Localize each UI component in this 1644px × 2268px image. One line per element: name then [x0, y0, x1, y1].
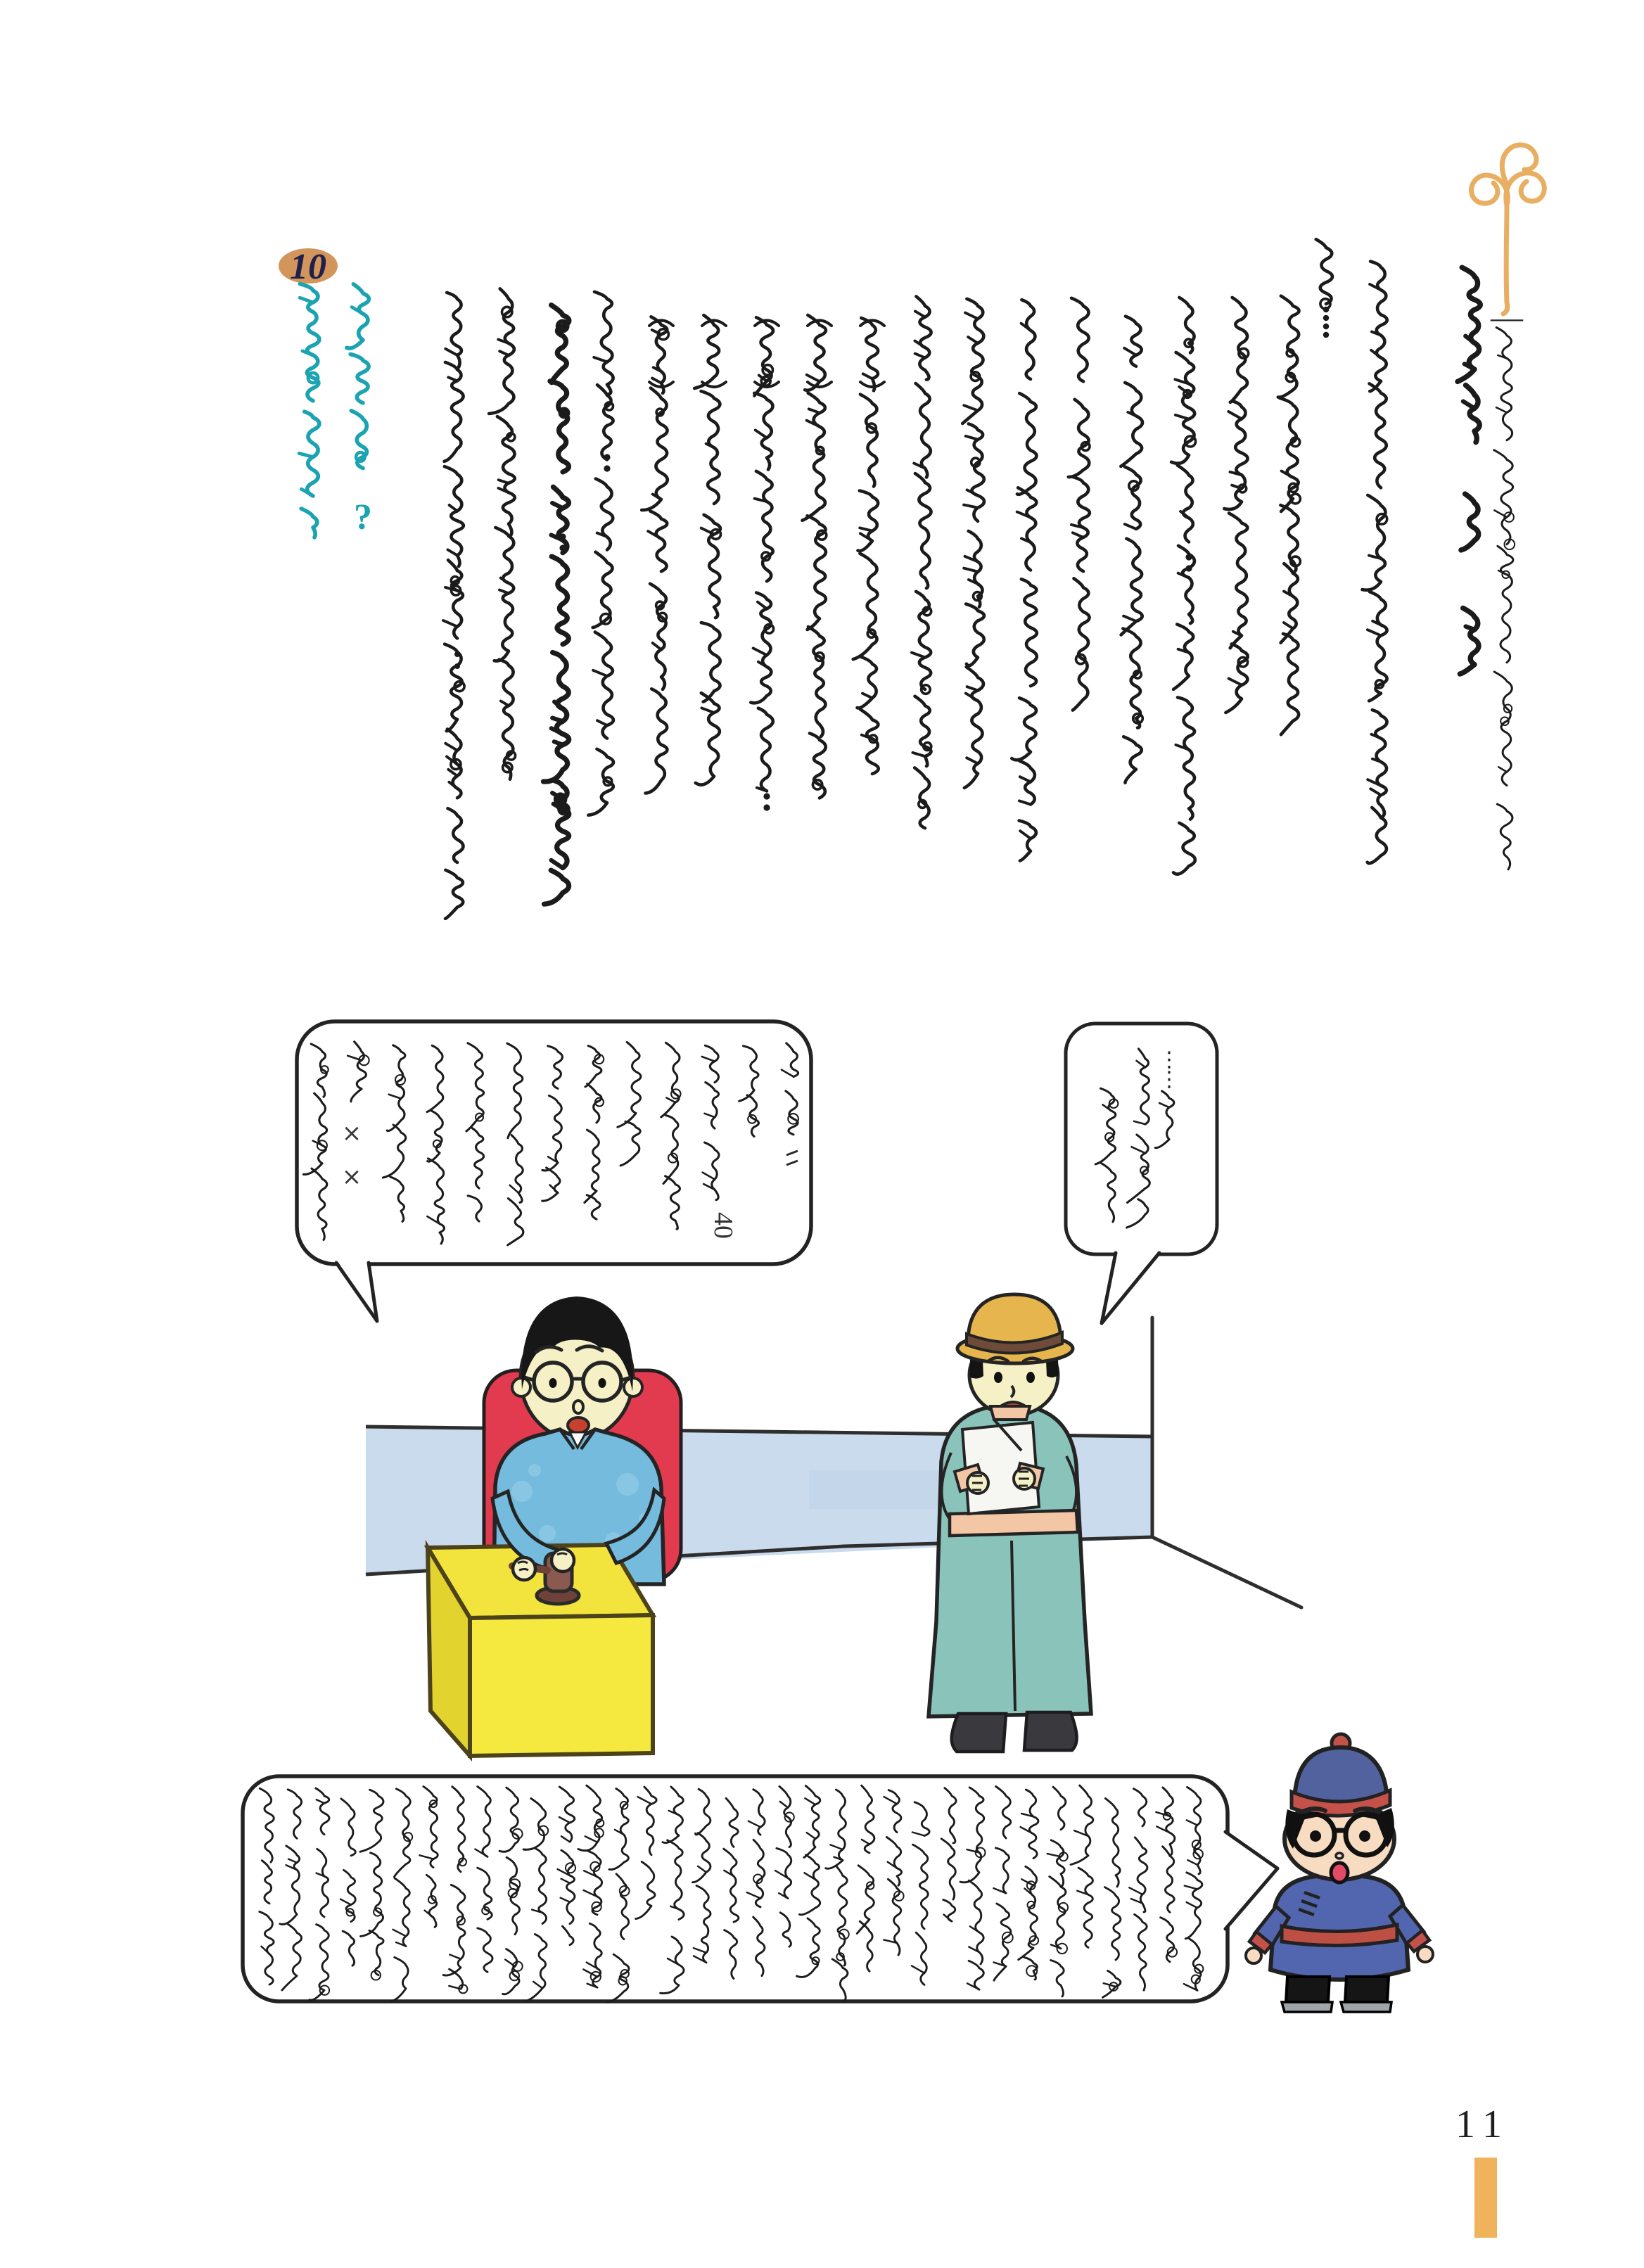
script-column-flags — [1368, 284, 1381, 795]
script-column — [588, 292, 613, 815]
punctuation-dot — [763, 793, 770, 799]
script-column — [1278, 296, 1299, 735]
script-column-flags — [1494, 355, 1507, 772]
judge-ear — [624, 1378, 642, 1396]
plaintiff-speech-bubble — [1066, 1024, 1217, 1323]
plaintiff-eye — [1026, 1372, 1035, 1383]
script-column — [642, 317, 668, 793]
unit-header-dash: — — [1491, 299, 1523, 335]
script-column-flags — [1071, 525, 1083, 537]
punctuation-dot — [1323, 315, 1329, 321]
punctuation-dot — [604, 454, 610, 460]
punctuation-dot — [604, 465, 610, 471]
lesson-question-mark: ? — [354, 497, 372, 537]
script-column — [1171, 298, 1195, 874]
punctuation-dot — [1323, 332, 1329, 338]
score-number: 40 — [708, 1212, 738, 1239]
plaintiff-boot — [1024, 1712, 1077, 1750]
unit-subtitle-column — [1494, 328, 1515, 869]
boy-hand — [1417, 1947, 1433, 1962]
punctuation-dot — [559, 544, 566, 551]
judge-speech-bubble — [297, 1021, 811, 1321]
boy-boot — [1345, 1977, 1389, 2002]
boy-hand — [1246, 1948, 1261, 1963]
lesson-badge — [279, 247, 338, 287]
page-marker-bar — [1474, 2158, 1497, 2238]
punctuation-dot — [559, 533, 566, 540]
punctuation-dot — [763, 804, 770, 810]
script-column-flags — [1175, 379, 1189, 749]
script-column — [300, 284, 319, 537]
judge-eye — [549, 1378, 557, 1388]
script-column — [1316, 239, 1332, 304]
boy-boot-sole — [1341, 2002, 1391, 2012]
script-column — [1460, 608, 1479, 674]
script-column-flags — [1466, 627, 1474, 630]
ellipsis-dots: ⋮ — [1159, 1047, 1180, 1072]
boy-eye — [1359, 1830, 1370, 1842]
boy-eye — [1310, 1830, 1321, 1842]
punctuation-dot — [1323, 324, 1329, 329]
desk-front — [470, 1615, 653, 1756]
punctuation-dot — [1185, 554, 1192, 560]
plaintiff-collar — [990, 1406, 1030, 1420]
script-column — [1458, 267, 1480, 442]
punctuation-dot — [454, 651, 460, 657]
judge-ear — [512, 1378, 530, 1396]
boy-speech-bubble — [243, 1776, 1277, 2002]
lesson-number: 10 — [290, 247, 326, 287]
room-corner-line — [1152, 1318, 1301, 1607]
script-column — [1494, 328, 1513, 869]
punctuation-dot — [1323, 307, 1329, 312]
body-text-columns — [443, 239, 1387, 919]
judge-eye — [599, 1378, 606, 1388]
script-column — [1012, 300, 1037, 860]
script-column — [1224, 298, 1247, 713]
cross-mark: × — [341, 1163, 362, 1191]
judge-mouth — [568, 1418, 589, 1433]
plaintiff-boot — [952, 1714, 1006, 1752]
script-column — [445, 293, 464, 919]
boy-boot-sole — [1282, 2002, 1332, 2012]
punctuation-dot — [454, 663, 460, 669]
script-column — [1069, 298, 1090, 711]
script-column — [1461, 494, 1479, 550]
script-column — [489, 288, 515, 779]
plaintiff-eye — [994, 1372, 1002, 1383]
unit-title-bold-column — [1458, 267, 1480, 674]
plaintiff-figure — [929, 1294, 1091, 1752]
boy-boot — [1286, 1977, 1330, 2002]
parenthesis-marks — [860, 321, 884, 388]
punctuation-dot — [1185, 565, 1192, 571]
ellipsis-dots: ⋮ — [1159, 1067, 1180, 1092]
page-number: 11 — [1455, 2103, 1510, 2146]
boy-mouth — [1331, 1863, 1348, 1882]
chapter-ornament — [1472, 145, 1545, 314]
cross-mark: × — [341, 1119, 362, 1147]
